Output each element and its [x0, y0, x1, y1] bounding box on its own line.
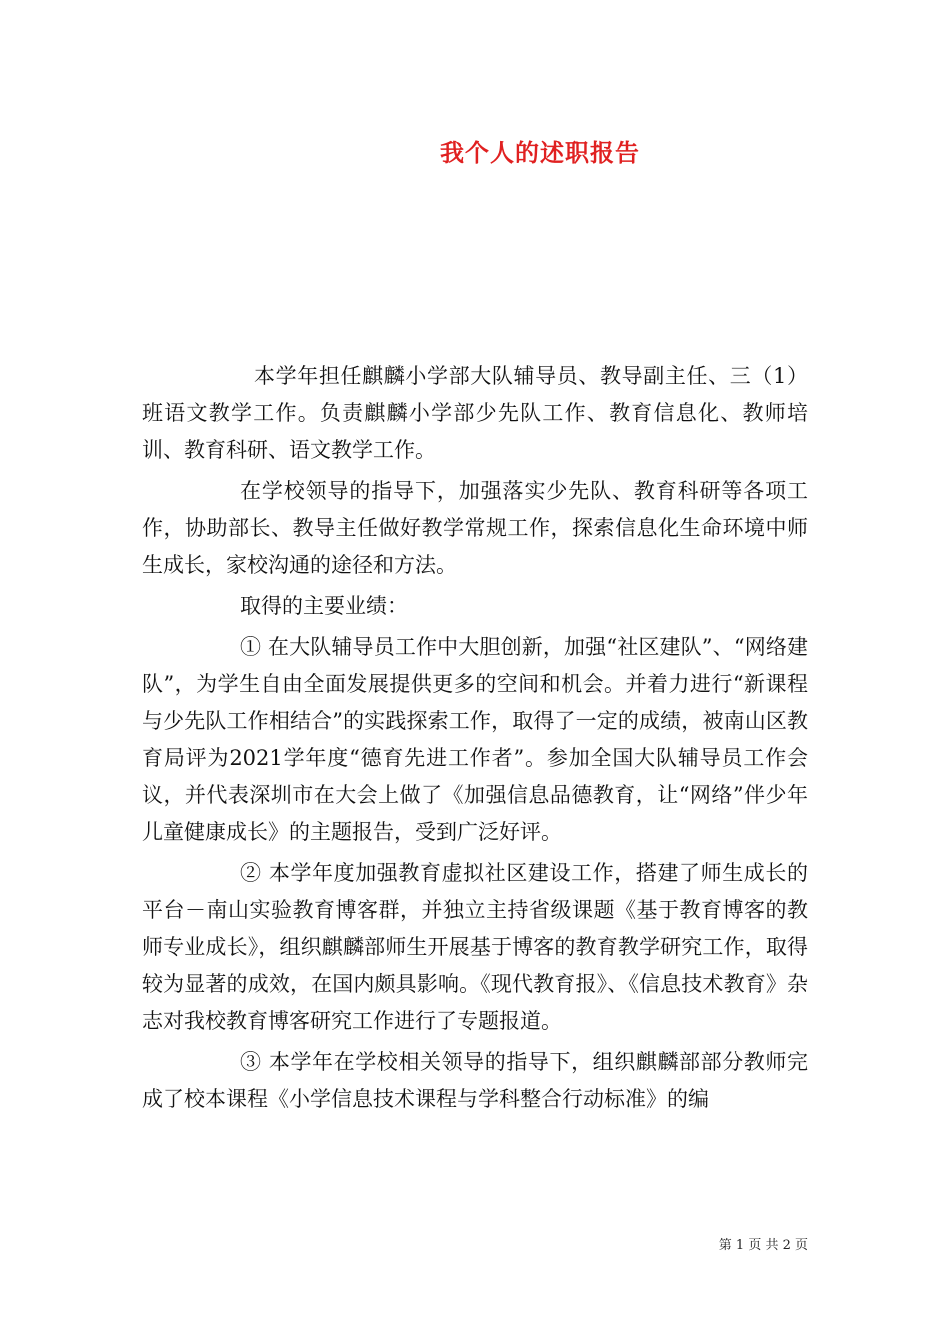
paragraph-item-3: ③ 本学年在学校相关领导的指导下，组织麒麟部部分教师完成了校本课程《小学信息技术课程与学科整合行动标准》的编: [142, 1050, 808, 1111]
paragraph-intro: 本学年担任麒麟小学部大队辅导员、教导副主任、三（1）班语文教学工作。负责麒麟小学部少先队工作、教育信息化、教师培训、教育科研、语文教学工作。: [142, 364, 808, 462]
document-title: 我个人的述职报告: [440, 138, 640, 167]
paragraph-item-2: ② 本学年度加强教育虚拟社区建设工作，搭建了师生成长的平台－南山实验教育博客群，并独立主持省级课题《基于教育博客的教师专业成长》，组织麒麟部师生开展基于博客的教育教学研究工作，取得较为显著的成效，在国内颇具影响。《现代教育报》、《信息技术教育》杂志对我校教育博客研究工作进行了专题报道。: [142, 861, 808, 1033]
paragraph-item-1: ① 在大队辅导员工作中大胆创新，加强“社区建队”、“网络建队”，为学生自由全面发展提供更多的空间和机会。并着力进行“新课程与少先队工作相结合”的实践探索工作，取得了一定的成绩，被南山区教育局评为2021学年度“德育先进工作者”。参加全国大队辅导员工作会议，并代表深圳市在大会上做了《加强信息品德教育，让“网络”伴少年儿童健康成长》的主题报告，受到广泛好评。: [142, 635, 808, 844]
document-body: [142, 358, 808, 1122]
paragraph-achievements-heading: 取得的主要业绩：: [240, 594, 408, 618]
page-footer: 第 1 页 共 2 页: [718, 1238, 808, 1253]
paragraph-guidance: 在学校领导的指导下，加强落实少先队、教育科研等各项工作，协助部长、教导主任做好教学常规工作，探索信息化生命环境中师生成长，家校沟通的途径和方法。: [142, 479, 808, 577]
